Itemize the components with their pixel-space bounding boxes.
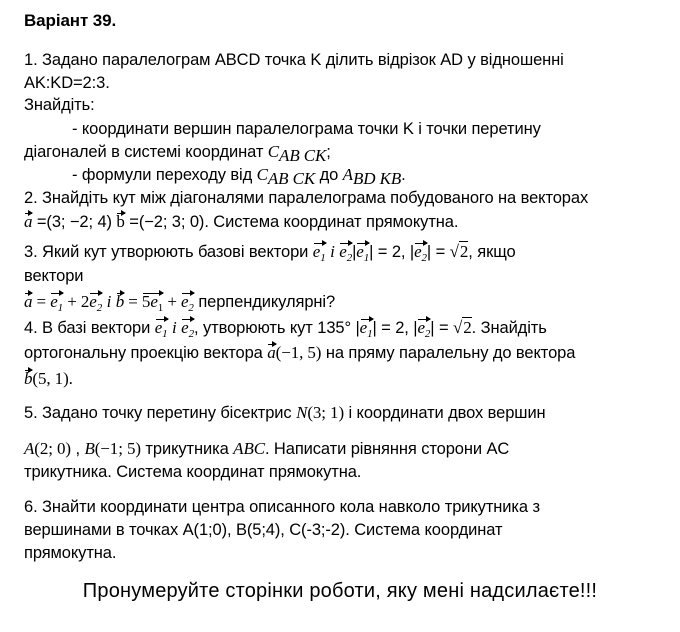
vector-e1: $e_1$ [313, 242, 326, 268]
task3-if: , якщо [468, 243, 516, 261]
task1-line6 [72, 165, 406, 189]
coord-system-A: A [342, 165, 353, 184]
point-N: N [296, 403, 308, 422]
task4-abs-mid: | = 2, | [372, 319, 418, 337]
eq-sign-2: = [124, 292, 142, 311]
vector-e1-3: $e_1$ [50, 292, 63, 318]
vector-a-t4: a [267, 343, 276, 362]
variant-title: Варіант 39. [24, 11, 117, 30]
task1-line1: 1. Задано паралелограм ABCD точка K ділить відрізок AD у відношенні [24, 51, 564, 69]
vector-e1-t4: $e_1$ [155, 318, 168, 344]
task5-line3: трикутника. Система координат прямокутна. [24, 463, 362, 481]
task1-line5 [24, 142, 331, 166]
task2-b-coords: =(−2; 3; 0). Система координат прямокутна. [124, 213, 459, 231]
coord-system-C-sub: AB CK [279, 146, 327, 165]
task4-angle: , утворюють кут 135° | [194, 319, 360, 337]
task1-line2: AK:KD=2:3. [24, 74, 110, 92]
task1-line4: - координати вершин паралелограма точки K і точки перетину [72, 120, 541, 138]
task4-line3 [24, 369, 73, 389]
triangle-ABC: ABC [233, 439, 265, 458]
task3-perp: перпендикулярні? [198, 293, 336, 311]
vector-b-3: b [115, 292, 125, 311]
task3-abs-open: | [352, 243, 357, 261]
vector-e2: $e_2$ [339, 242, 352, 268]
task3-line1 [24, 242, 516, 268]
sqrt-symbol: √2 [449, 242, 469, 261]
point-A-coords: (2; 0) [34, 439, 71, 458]
coord-system-C2: C [256, 165, 268, 184]
vector-e2-t4: $e_2$ [181, 318, 194, 344]
task5-line1-text: 5. Задано точку перетину бісектрис [24, 404, 292, 422]
vector-e2-4: $e_2$ [181, 292, 194, 318]
task6-line2: вершинами в точках A(1;0), B(5;4), C(-3;-2). Система координат [24, 521, 503, 539]
task2-line1: 2. Знайдіть кут між діагоналями паралелограма побудованого на векторах [24, 189, 589, 207]
coord-system-C: C [267, 142, 280, 161]
task2-a-coords: =(3; −2; 4) [32, 213, 112, 231]
plus-sign: + [163, 292, 181, 311]
task5-line2 [24, 439, 509, 459]
task5-comma: , [71, 440, 85, 458]
vector-e2-abs: $e_2$ [414, 242, 427, 268]
task6-line3: прямокутна. [24, 544, 117, 562]
task3-line1-text: 3. Який кут утворюють базові вектори [24, 243, 309, 261]
task3-and: і [330, 242, 335, 261]
task3-line3 [24, 292, 335, 318]
task1-line6-to: до [319, 166, 339, 184]
vector-e1-abs: $e_1$ [356, 242, 369, 268]
task4-line2-end: на пряму паралельну до вектора [325, 344, 576, 362]
task5-line1 [24, 403, 546, 423]
task5-line2-end: . Написати рівняння сторони AC [264, 440, 510, 458]
vector-b: b [116, 212, 125, 231]
vector-e2-3: $e_2$ [89, 292, 102, 318]
vector-5e1: $5e_1$ [142, 292, 163, 318]
plus-two: + 2 [63, 292, 90, 311]
vector-a: a [24, 212, 33, 231]
task5-line1-end: і координати двох вершин [348, 404, 546, 422]
task3-abs-mid: | = 2, | [369, 243, 415, 261]
sqrt-symbol-2: √2 [453, 318, 472, 337]
task1-line5-text: діагоналей в системі координат [24, 143, 264, 161]
task4-abs-end: | = [430, 319, 449, 337]
task4-line1 [24, 318, 547, 344]
point-A: A [24, 439, 35, 458]
task2-line2 [24, 212, 458, 232]
sqrt-arg: 2 [459, 242, 469, 261]
task4-find: . Знайдіть [471, 319, 547, 337]
task5-triangle-word: трикутника [145, 440, 229, 458]
vector-e1-t4-abs: $e_1$ [360, 318, 373, 344]
point-B-coords: (−1; 5) [94, 439, 141, 458]
task3-and2: і [106, 292, 112, 311]
task6-line1: 6. Знайти координати центра описанного кола навколо трикутника з [24, 498, 540, 516]
task3-abs-end: | = [426, 243, 446, 261]
task1-line6-end: . [401, 166, 406, 184]
task1-line3: Знайдіть: [24, 96, 95, 114]
eq-sign: = [32, 292, 51, 311]
coord-system-C2-sub: AB CK [267, 169, 316, 188]
vector-b-t4-coords: (5, 1). [32, 369, 73, 388]
vector-e2-t4-abs: $e_2$ [417, 318, 430, 344]
vector-b-t4: b [24, 369, 33, 388]
vector-a-t4-coords: (−1, 5) [275, 343, 322, 362]
task4-and: і [172, 318, 177, 337]
task4-line2-text: ортогональну проекцію вектора [24, 344, 263, 362]
point-B: B [84, 439, 95, 458]
task3-line2: вектори [24, 267, 84, 285]
vector-a-3: a [24, 292, 33, 311]
task1-line5-end: ; [326, 143, 331, 161]
point-N-coords: (3; 1) [307, 403, 345, 422]
task4-line1-text: 4. В базі вектори [24, 319, 151, 337]
coord-system-A-sub: BD KB [352, 169, 402, 188]
footer-note: Пронумеруйте сторінки роботи, яку мені надсилаєте!!! [82, 580, 598, 602]
sqrt-arg-2: 2 [463, 318, 472, 337]
task1-line6-text: - формули переходу від [72, 166, 253, 184]
task4-line2 [24, 343, 575, 363]
